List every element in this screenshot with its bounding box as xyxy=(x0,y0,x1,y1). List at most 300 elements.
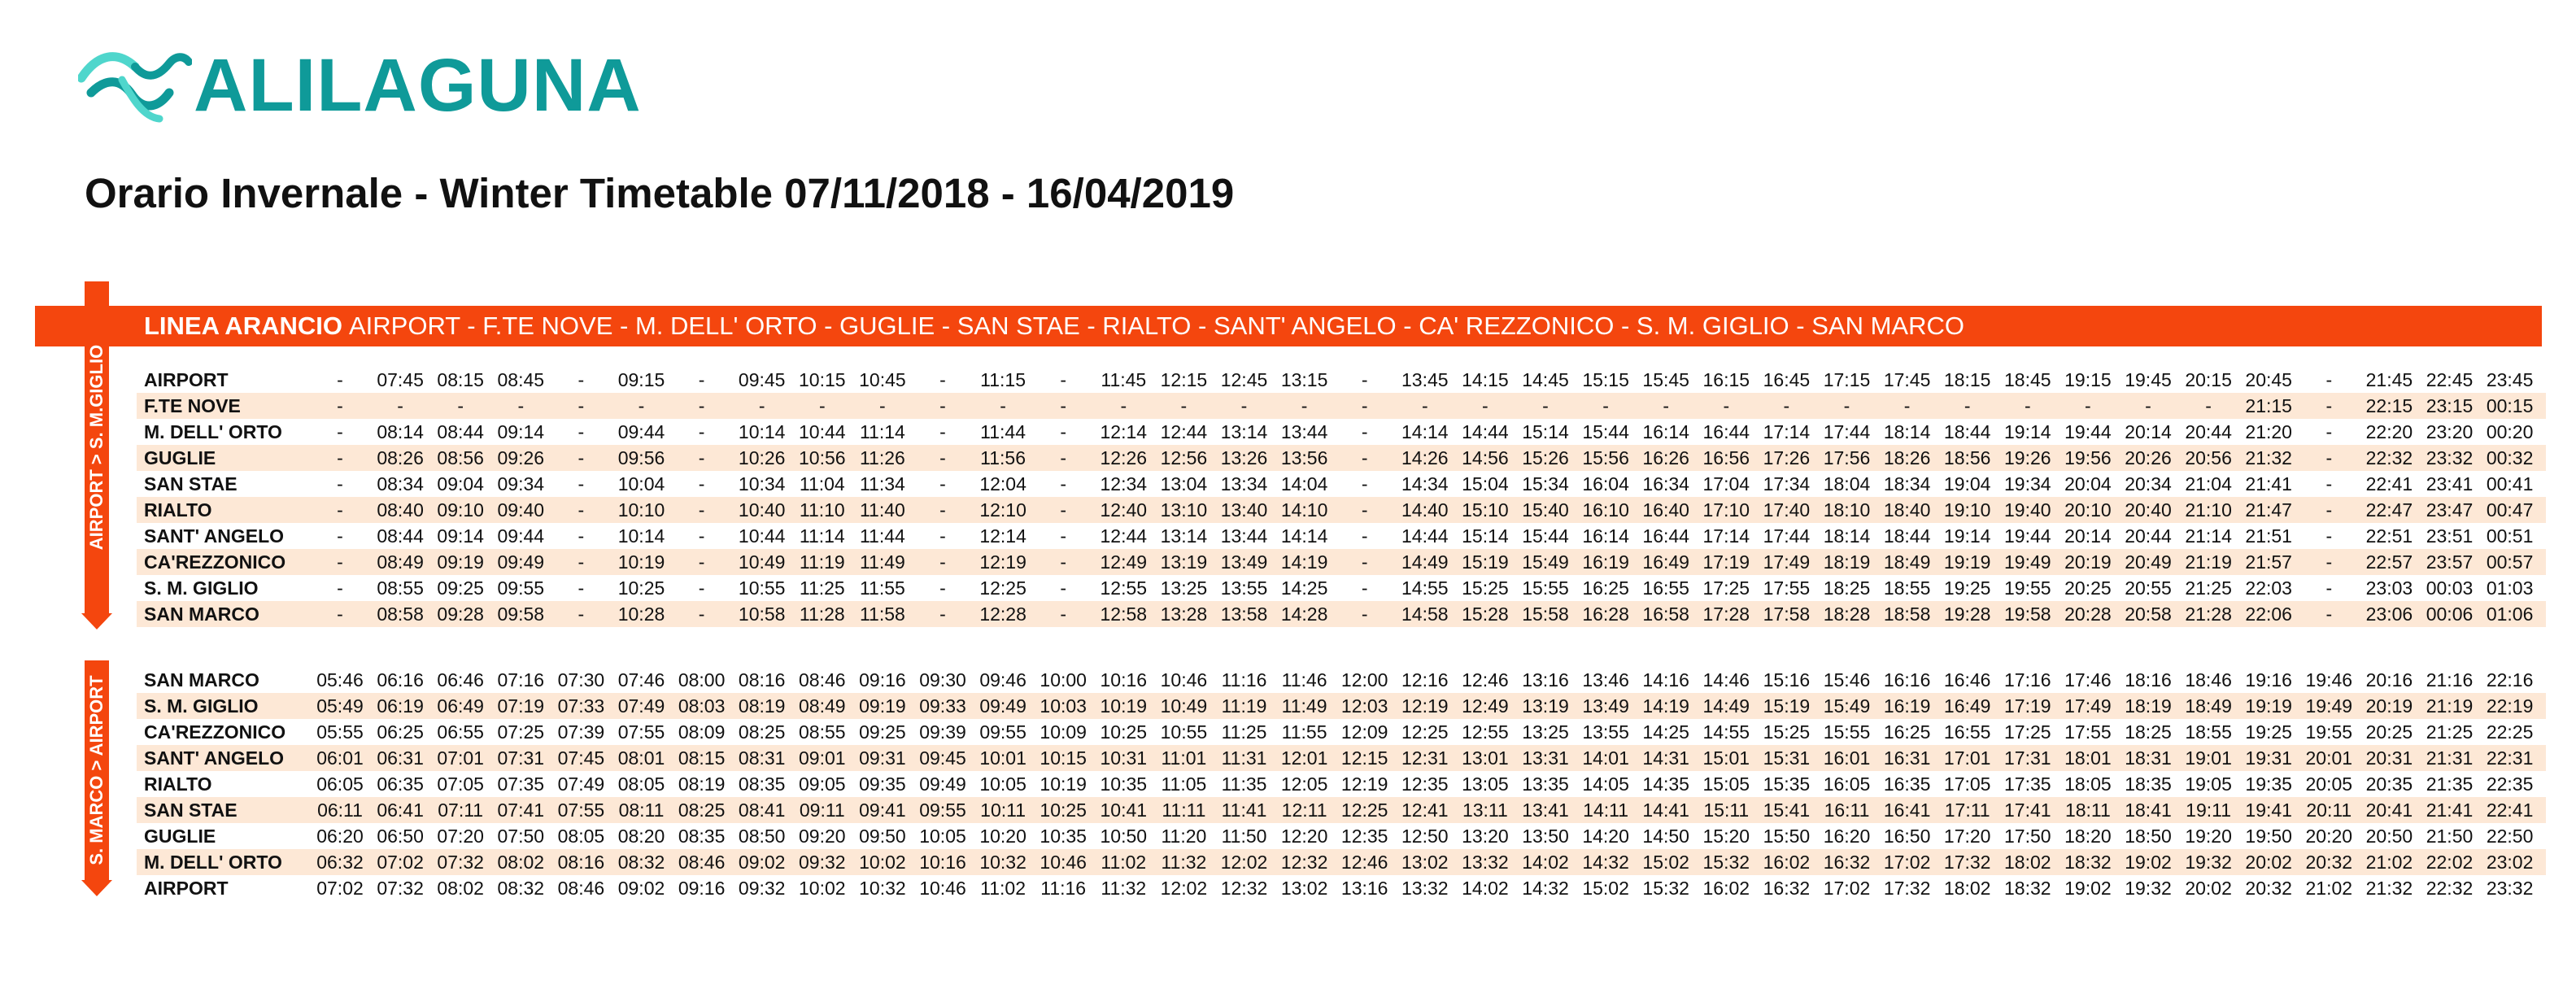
departure-time: 07:32 xyxy=(437,852,484,873)
departure-time: - xyxy=(939,473,946,494)
departure-time: 23:41 xyxy=(2426,473,2474,494)
departure-time: 19:20 xyxy=(2185,826,2232,847)
departure-time: - xyxy=(1301,395,1308,416)
stop-name: SAN MARCO xyxy=(144,669,259,691)
table-row xyxy=(137,471,2546,497)
departure-time: 09:25 xyxy=(437,577,484,599)
departure-time: 18:58 xyxy=(1883,603,1931,625)
departure-time: 08:15 xyxy=(437,369,484,390)
departure-time: 15:41 xyxy=(1763,799,1811,821)
departure-time: 20:02 xyxy=(2245,852,2292,873)
departure-time: 07:30 xyxy=(557,669,605,691)
departure-time: 12:03 xyxy=(1340,695,1388,717)
departure-time: 13:28 xyxy=(1160,603,1208,625)
direction-label: AIRPORT > S. M.GIGLIO xyxy=(86,344,107,551)
departure-time: - xyxy=(1783,395,1790,416)
departure-time: - xyxy=(337,551,343,573)
departure-time: 18:56 xyxy=(1943,447,1991,468)
departure-time: 15:25 xyxy=(1763,721,1811,743)
departure-time: 12:02 xyxy=(1220,852,1268,873)
departure-time: 16:58 xyxy=(1642,603,1689,625)
departure-time: 19:34 xyxy=(2004,473,2051,494)
departure-time: 19:31 xyxy=(2245,747,2292,769)
departure-time: 08:05 xyxy=(617,773,665,795)
direction-arrow-icon xyxy=(81,880,112,896)
departure-time: 18:14 xyxy=(1883,421,1931,442)
departure-time: - xyxy=(1723,395,1730,416)
departure-time: 10:46 xyxy=(919,878,966,899)
departure-time: 08:01 xyxy=(617,747,665,769)
departure-time: - xyxy=(939,395,946,416)
departure-time: 12:45 xyxy=(1220,369,1268,390)
departure-time: 19:35 xyxy=(2245,773,2292,795)
departure-time: 11:46 xyxy=(1281,669,1327,691)
departure-time: 20:41 xyxy=(2365,799,2413,821)
departure-time: 16:50 xyxy=(1883,826,1931,847)
departure-time: 17:50 xyxy=(2004,826,2051,847)
departure-time: 19:49 xyxy=(2004,551,2051,573)
departure-time: 12:00 xyxy=(1340,669,1388,691)
departure-time: 09:49 xyxy=(919,773,966,795)
departure-time: 09:32 xyxy=(738,878,786,899)
departure-time: 15:19 xyxy=(1763,695,1811,717)
departure-time: 23:20 xyxy=(2426,421,2474,442)
departure-time: 17:05 xyxy=(1943,773,1991,795)
departure-time: 13:50 xyxy=(1522,826,1569,847)
departure-time: 09:34 xyxy=(497,473,545,494)
departure-time: 14:58 xyxy=(1401,603,1449,625)
departure-time: 09:45 xyxy=(738,369,786,390)
departure-time: 20:58 xyxy=(2125,603,2172,625)
departure-time: 07:45 xyxy=(377,369,424,390)
departure-time: - xyxy=(1482,395,1489,416)
departure-time: 17:04 xyxy=(1702,473,1750,494)
departure-time: 15:01 xyxy=(1702,747,1750,769)
departure-time: 20:02 xyxy=(2185,878,2232,899)
departure-time: 08:44 xyxy=(437,421,484,442)
departure-time: 11:25 xyxy=(1221,721,1267,743)
departure-time: 11:19 xyxy=(799,551,845,573)
departure-time: - xyxy=(337,369,343,390)
departure-time: 14:25 xyxy=(1642,721,1689,743)
departure-time: 21:28 xyxy=(2185,603,2232,625)
departure-time: - xyxy=(939,551,946,573)
departure-time: 08:15 xyxy=(678,747,726,769)
departure-time: 20:26 xyxy=(2125,447,2172,468)
departure-time: 08:46 xyxy=(799,669,846,691)
departure-time: 18:04 xyxy=(1823,473,1871,494)
departure-time: 19:49 xyxy=(2305,695,2353,717)
departure-time: 11:14 xyxy=(799,525,845,547)
departure-time: 10:46 xyxy=(1160,669,1208,691)
departure-time: 20:19 xyxy=(2064,551,2112,573)
table-row xyxy=(137,797,2546,823)
departure-time: 21:14 xyxy=(2185,525,2232,547)
departure-time: - xyxy=(1663,395,1670,416)
departure-time: 18:15 xyxy=(1943,369,1991,390)
departure-time: 19:44 xyxy=(2004,525,2051,547)
departure-time: 11:41 xyxy=(1221,799,1267,821)
departure-time: - xyxy=(879,395,886,416)
departure-time: - xyxy=(939,447,946,468)
departure-time: 13:55 xyxy=(1582,721,1629,743)
departure-time: 19:15 xyxy=(2064,369,2112,390)
departure-time: 12:19 xyxy=(1401,695,1449,717)
departure-time: 16:32 xyxy=(1763,878,1811,899)
departure-time: 16:20 xyxy=(1823,826,1871,847)
departure-time: 08:41 xyxy=(738,799,786,821)
departure-time: - xyxy=(1361,499,1368,521)
departure-time: 07:39 xyxy=(557,721,605,743)
departure-time: 06:11 xyxy=(317,799,363,821)
departure-time: 12:14 xyxy=(1100,421,1148,442)
departure-time: 11:11 xyxy=(1162,799,1206,821)
departure-time: 07:20 xyxy=(437,826,484,847)
departure-time: 08:45 xyxy=(497,369,545,390)
departure-time: 15:14 xyxy=(1462,525,1509,547)
departure-time: 09:19 xyxy=(859,695,906,717)
departure-time: 07:31 xyxy=(497,747,545,769)
departure-time: 20:32 xyxy=(2305,852,2353,873)
table-row xyxy=(137,575,2546,601)
departure-time: 16:46 xyxy=(1943,669,1991,691)
departure-time: 11:49 xyxy=(859,551,905,573)
departure-time: 07:50 xyxy=(497,826,545,847)
departure-time: 12:44 xyxy=(1100,525,1148,547)
departure-time: 13:20 xyxy=(1462,826,1509,847)
departure-time: - xyxy=(1361,395,1368,416)
departure-time: 07:19 xyxy=(497,695,545,717)
departure-time: 00:51 xyxy=(2486,525,2534,547)
departure-time: 11:32 xyxy=(1101,878,1147,899)
departure-time: - xyxy=(698,603,705,625)
departure-time: 15:11 xyxy=(1703,799,1750,821)
departure-time: 07:46 xyxy=(617,669,665,691)
departure-time: 00:20 xyxy=(2486,421,2534,442)
table-row xyxy=(137,849,2546,875)
departure-time: - xyxy=(337,421,343,442)
departure-time: - xyxy=(2325,473,2333,494)
departure-time: - xyxy=(1843,395,1850,416)
departure-time: 12:28 xyxy=(979,603,1026,625)
departure-time: 15:04 xyxy=(1462,473,1509,494)
departure-time: 12:32 xyxy=(1280,852,1328,873)
departure-time: 16:04 xyxy=(1582,473,1629,494)
departure-time: 10:34 xyxy=(738,473,786,494)
departure-time: 10:02 xyxy=(859,852,906,873)
departure-time: 11:05 xyxy=(1161,773,1207,795)
departure-time: 14:44 xyxy=(1462,421,1509,442)
departure-time: 14:55 xyxy=(1702,721,1750,743)
departure-time: 16:01 xyxy=(1823,747,1871,769)
departure-time: 08:03 xyxy=(678,695,726,717)
departure-time: 14:41 xyxy=(1642,799,1689,821)
departure-time: 15:15 xyxy=(1582,369,1629,390)
departure-time: 06:16 xyxy=(377,669,424,691)
departure-time: 08:05 xyxy=(557,826,605,847)
table-row xyxy=(137,393,2546,419)
departure-time: 08:46 xyxy=(678,852,726,873)
departure-time: 09:58 xyxy=(497,603,545,625)
departure-time: 21:45 xyxy=(2365,369,2413,390)
departure-time: 17:11 xyxy=(1944,799,1990,821)
departure-time: 06:55 xyxy=(437,721,484,743)
table-row xyxy=(137,719,2546,745)
departure-time: 13:32 xyxy=(1401,878,1449,899)
departure-time: 23:15 xyxy=(2426,395,2474,416)
departure-time: 00:03 xyxy=(2426,577,2474,599)
departure-time: 15:44 xyxy=(1582,421,1629,442)
departure-time: 22:15 xyxy=(2365,395,2413,416)
departure-time: - xyxy=(2145,395,2151,416)
departure-time: 12:55 xyxy=(1462,721,1509,743)
departure-time: 18:55 xyxy=(1883,577,1931,599)
departure-time: 11:26 xyxy=(859,447,905,468)
departure-time: 07:55 xyxy=(617,721,665,743)
departure-time: 10:16 xyxy=(919,852,966,873)
departure-time: 09:56 xyxy=(617,447,665,468)
departure-time: 10:04 xyxy=(617,473,665,494)
departure-time: - xyxy=(578,551,585,573)
departure-time: 06:05 xyxy=(316,773,364,795)
departure-time: 13:49 xyxy=(1582,695,1629,717)
departure-time: - xyxy=(578,577,585,599)
departure-time: 08:20 xyxy=(617,826,665,847)
departure-time: 13:45 xyxy=(1401,369,1449,390)
departure-time: 17:58 xyxy=(1763,603,1811,625)
departure-time: 12:10 xyxy=(979,499,1026,521)
departure-time: 20:44 xyxy=(2185,421,2232,442)
departure-time: 11:20 xyxy=(1161,826,1207,847)
departure-time: 08:34 xyxy=(377,473,424,494)
departure-time: 11:40 xyxy=(859,499,905,521)
departure-time: 16:56 xyxy=(1702,447,1750,468)
departure-time: 13:34 xyxy=(1220,473,1268,494)
departure-time: 16:16 xyxy=(1883,669,1931,691)
departure-time: 13:44 xyxy=(1220,525,1268,547)
departure-time: 14:16 xyxy=(1642,669,1689,691)
departure-time: 12:11 xyxy=(1281,799,1327,821)
departure-time: 18:26 xyxy=(1883,447,1931,468)
table-row xyxy=(137,745,2546,771)
departure-time: 12:26 xyxy=(1100,447,1148,468)
departure-time: 20:35 xyxy=(2365,773,2413,795)
stop-name: SANT' ANGELO xyxy=(144,747,285,769)
departure-time: 09:49 xyxy=(497,551,545,573)
departure-time: 15:31 xyxy=(1763,747,1811,769)
departure-time: 10:28 xyxy=(617,603,665,625)
departure-time: 00:41 xyxy=(2486,473,2534,494)
departure-time: 13:02 xyxy=(1401,852,1449,873)
departure-time: 10:02 xyxy=(799,878,846,899)
departure-time: 22:57 xyxy=(2365,551,2413,573)
departure-time: 12:35 xyxy=(1340,826,1388,847)
departure-time: 10:05 xyxy=(919,826,966,847)
departure-time: 10:15 xyxy=(1040,747,1087,769)
departure-time: - xyxy=(337,473,343,494)
departure-time: 08:40 xyxy=(377,499,424,521)
departure-time: 08:49 xyxy=(377,551,424,573)
departure-time: 18:40 xyxy=(1883,499,1931,521)
departure-time: 11:16 xyxy=(1221,669,1267,691)
departure-time: 16:25 xyxy=(1582,577,1629,599)
stop-name: M. DELL' ORTO xyxy=(144,421,282,442)
departure-time: 14:14 xyxy=(1401,421,1449,442)
departure-time: 21:41 xyxy=(2426,799,2474,821)
departure-time: - xyxy=(1060,577,1067,599)
departure-time: 20:10 xyxy=(2064,499,2112,521)
departure-time: - xyxy=(1240,395,1248,416)
departure-time: 00:57 xyxy=(2486,551,2534,573)
departure-time: 21:25 xyxy=(2185,577,2232,599)
departure-time: 22:32 xyxy=(2426,878,2474,899)
departure-time: - xyxy=(1060,421,1067,442)
departure-time: 10:55 xyxy=(738,577,786,599)
departure-time: 07:02 xyxy=(316,878,364,899)
departure-time: 14:20 xyxy=(1582,826,1629,847)
departure-time: - xyxy=(698,499,705,521)
departure-time: 22:03 xyxy=(2245,577,2292,599)
departure-time: 11:16 xyxy=(1040,878,1087,899)
stop-name: GUGLIE xyxy=(144,826,216,847)
departure-time: 08:14 xyxy=(377,421,424,442)
departure-time: - xyxy=(578,447,585,468)
departure-time: 23:03 xyxy=(2365,577,2413,599)
departure-time: 18:55 xyxy=(2185,721,2232,743)
departure-time: 13:19 xyxy=(1522,695,1569,717)
departure-time: - xyxy=(1361,525,1368,547)
departure-time: 10:15 xyxy=(799,369,846,390)
departure-time: 09:30 xyxy=(919,669,966,691)
table-row xyxy=(137,693,2546,719)
departure-time: 08:46 xyxy=(557,878,605,899)
departure-time: 12:25 xyxy=(1401,721,1449,743)
departure-time: 20:28 xyxy=(2064,603,2112,625)
departure-time: 21:16 xyxy=(2426,669,2474,691)
departure-time: - xyxy=(578,525,585,547)
departure-time: 05:49 xyxy=(316,695,364,717)
departure-time: 08:09 xyxy=(678,721,726,743)
departure-time: 10:19 xyxy=(1040,773,1087,795)
departure-time: 16:55 xyxy=(1943,721,1991,743)
departure-time: 11:19 xyxy=(1221,695,1267,717)
departure-time: 20:45 xyxy=(2245,369,2292,390)
departure-time: 10:35 xyxy=(1100,773,1148,795)
departure-time: 09:46 xyxy=(979,669,1026,691)
departure-time: 09:16 xyxy=(859,669,906,691)
departure-time: 17:55 xyxy=(2064,721,2112,743)
departure-time: 14:49 xyxy=(1401,551,1449,573)
departure-time: 08:11 xyxy=(618,799,665,821)
departure-time: 18:35 xyxy=(2125,773,2172,795)
departure-time: 20:01 xyxy=(2305,747,2353,769)
departure-time: 17:25 xyxy=(2004,721,2051,743)
departure-time: 10:25 xyxy=(1100,721,1148,743)
departure-time: 11:55 xyxy=(859,577,905,599)
departure-time: 11:44 xyxy=(859,525,905,547)
departure-time: 10:40 xyxy=(738,499,786,521)
departure-time: 21:47 xyxy=(2245,499,2292,521)
departure-time: 14:14 xyxy=(1280,525,1328,547)
departure-time: 19:11 xyxy=(2186,799,2232,821)
departure-time: 13:44 xyxy=(1280,421,1328,442)
departure-time: 23:51 xyxy=(2426,525,2474,547)
departure-time: 14:50 xyxy=(1642,826,1689,847)
departure-time: 14:46 xyxy=(1702,669,1750,691)
stop-name: S. M. GIGLIO xyxy=(144,695,259,717)
departure-time: 15:19 xyxy=(1462,551,1509,573)
departure-time: - xyxy=(1060,473,1067,494)
table-row xyxy=(137,445,2546,471)
departure-time: 16:05 xyxy=(1823,773,1871,795)
departure-time: 13:25 xyxy=(1522,721,1569,743)
departure-time: - xyxy=(698,577,705,599)
departure-time: 20:05 xyxy=(2305,773,2353,795)
departure-time: 10:32 xyxy=(979,852,1026,873)
departure-time: 13:19 xyxy=(1160,551,1208,573)
departure-time: 10:19 xyxy=(1100,695,1148,717)
line-header xyxy=(35,306,2542,346)
departure-time: 15:46 xyxy=(1823,669,1871,691)
departure-time: 17:28 xyxy=(1702,603,1750,625)
departure-time: - xyxy=(939,369,946,390)
departure-time: 21:20 xyxy=(2245,421,2292,442)
departure-time: 21:50 xyxy=(2426,826,2474,847)
departure-time: 11:56 xyxy=(980,447,1026,468)
departure-time: 06:46 xyxy=(437,669,484,691)
departure-time: 22:41 xyxy=(2486,799,2534,821)
departure-time: 16:28 xyxy=(1582,603,1629,625)
departure-time: 17:02 xyxy=(1823,878,1871,899)
departure-time: 19:14 xyxy=(2004,421,2051,442)
departure-time: - xyxy=(578,369,585,390)
departure-time: 10:00 xyxy=(1040,669,1087,691)
departure-time: 07:41 xyxy=(497,799,545,821)
departure-time: 09:40 xyxy=(497,499,545,521)
departure-time: 14:31 xyxy=(1642,747,1689,769)
departure-time: 06:49 xyxy=(437,695,484,717)
departure-time: 08:49 xyxy=(799,695,846,717)
departure-time: 20:56 xyxy=(2185,447,2232,468)
departure-time: - xyxy=(2205,395,2212,416)
departure-time: - xyxy=(1060,525,1067,547)
departure-time: 21:51 xyxy=(2245,525,2292,547)
departure-time: 17:31 xyxy=(2004,747,2051,769)
departure-time: 16:15 xyxy=(1702,369,1750,390)
departure-time: 20:31 xyxy=(2365,747,2413,769)
departure-time: 17:49 xyxy=(1763,551,1811,573)
table-row xyxy=(137,875,2546,901)
departure-time: 15:56 xyxy=(1582,447,1629,468)
departure-time: 15:28 xyxy=(1462,603,1509,625)
departure-time: 14:02 xyxy=(1462,878,1509,899)
departure-time: 16:14 xyxy=(1582,525,1629,547)
departure-time: 18:25 xyxy=(1823,577,1871,599)
departure-time: 18:10 xyxy=(1823,499,1871,521)
departure-time: 16:10 xyxy=(1582,499,1629,521)
departure-time: 08:19 xyxy=(678,773,726,795)
departure-time: 18:45 xyxy=(2004,369,2051,390)
departure-time: - xyxy=(337,499,343,521)
departure-time: 08:58 xyxy=(377,603,424,625)
departure-time: 10:01 xyxy=(979,747,1026,769)
departure-time: 17:25 xyxy=(1702,577,1750,599)
departure-time: 19:46 xyxy=(2305,669,2353,691)
table-row xyxy=(137,549,2546,575)
departure-time: - xyxy=(578,603,585,625)
departure-time: 21:15 xyxy=(2245,395,2292,416)
departure-time: 13:04 xyxy=(1160,473,1208,494)
